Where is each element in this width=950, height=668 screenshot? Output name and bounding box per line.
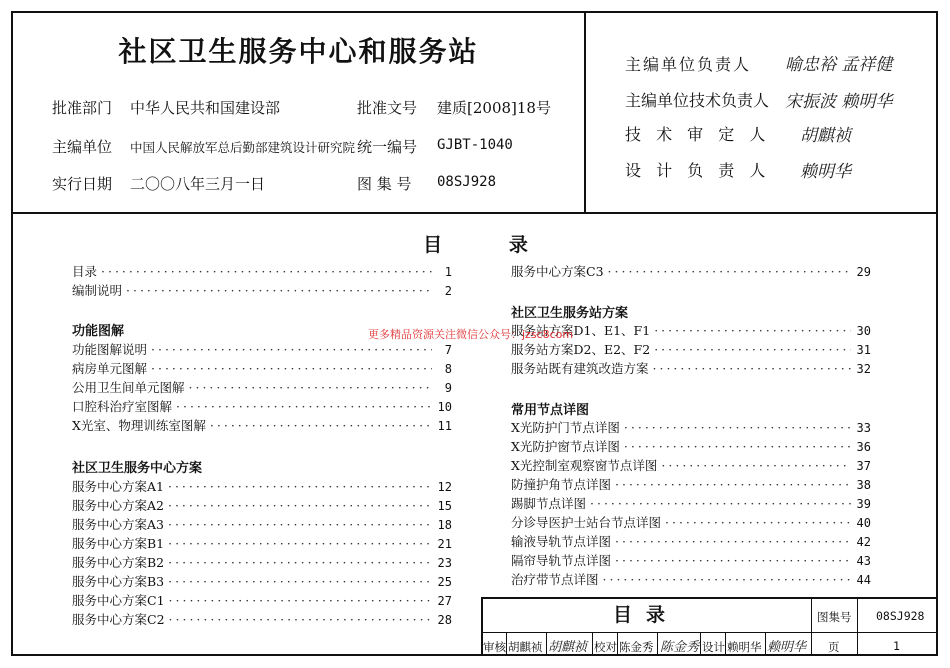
- atlas-number: 08SJ928: [437, 174, 497, 190]
- section-heading: 社区卫生服务中心方案: [72, 461, 203, 476]
- section-heading: 社区卫生服务站方案: [511, 306, 629, 321]
- cell-divider: [657, 632, 658, 656]
- review-signature: 胡麒祯: [548, 640, 588, 655]
- toc-entry-page: 32: [856, 362, 871, 376]
- cell-divider: [765, 632, 766, 656]
- toc-entry[interactable]: [72, 515, 452, 534]
- toc-entry-page: 33: [856, 421, 871, 435]
- toc-entry-page: 31: [856, 343, 871, 357]
- toc-entry[interactable]: [72, 262, 452, 281]
- toc-entry-page: 39: [856, 497, 871, 511]
- design-name: 赖明华: [727, 640, 762, 654]
- toc-entry-label: X光控制室观察窗节点详图: [511, 458, 658, 473]
- toc-entry-label: 服务中心方案B1: [72, 536, 165, 551]
- toc-entry-label: X光防护窗节点详图: [511, 439, 620, 454]
- toc-entry-page: 11: [437, 419, 452, 433]
- toc-entry[interactable]: [72, 572, 452, 591]
- toc-entry-label: 服务站方案D1、E1、F1: [511, 323, 651, 338]
- toc-entry[interactable]: [511, 494, 871, 513]
- cell-divider: [592, 632, 593, 656]
- toc-entry-page: 21: [437, 537, 452, 551]
- toc-heading: [13, 230, 938, 257]
- sig-label-design-lead: 设 计 负 责 人: [625, 161, 771, 180]
- toc-entry-page: 23: [437, 556, 452, 570]
- check-name: 陈金秀: [619, 640, 654, 654]
- toc-entry-label: 踢脚节点详图: [511, 496, 587, 511]
- toc-entry[interactable]: [511, 551, 871, 570]
- editor-unit: 中国人民解放军总后勤部建筑设计研究院: [130, 140, 356, 155]
- editor-label: 主编单位: [52, 138, 113, 156]
- toc-entry-page: 28: [437, 613, 452, 627]
- toc-entry[interactable]: [511, 359, 871, 378]
- atlas-label: 图 集 号: [357, 175, 412, 193]
- toc-entry[interactable]: [72, 553, 452, 572]
- title-block-atlas-label: 图集号: [817, 610, 852, 624]
- toc-entry-page: 15: [437, 499, 452, 513]
- toc-section2-list: [72, 477, 452, 629]
- toc-entry-page: 37: [856, 459, 871, 473]
- toc-entry-label: 口腔科治疗室图解: [72, 399, 173, 414]
- section-heading: 常用节点详图: [511, 403, 590, 418]
- page-title: 社区卫生服务中心和服务站: [118, 35, 479, 68]
- toc-entry[interactable]: [72, 378, 452, 397]
- toc-entry-page: 18: [437, 518, 452, 532]
- toc-entry-label: 病房单元图解: [72, 361, 148, 376]
- toc-entry[interactable]: [511, 570, 871, 589]
- toc-entry[interactable]: [72, 397, 452, 416]
- sig-label-tech-lead: 主编单位技术负责人: [625, 91, 770, 110]
- toc-entry-label: 输液导轨节点详图: [511, 534, 612, 549]
- toc-entry-label: 公用卫生间单元图解: [72, 380, 185, 395]
- toc-entry-page: 12: [437, 480, 452, 494]
- approval-no: 建质[2008]18号: [437, 99, 551, 117]
- toc-entry-label: X光室、物理训练室图解: [72, 418, 206, 433]
- toc-heading-left: 目: [423, 234, 443, 256]
- toc-entry[interactable]: [72, 610, 452, 629]
- toc-entry-label: 服务中心方案C1: [72, 593, 165, 608]
- toc-left-top: [72, 262, 452, 300]
- sig-tech-lead: 宋振波 赖明华: [785, 92, 893, 112]
- section-heading: 功能图解: [72, 324, 125, 339]
- toc-entry[interactable]: [72, 496, 452, 515]
- toc-section4-list: [511, 418, 871, 589]
- toc-entry[interactable]: [72, 340, 452, 359]
- sig-design-lead: 赖明华: [800, 162, 851, 182]
- toc-entry[interactable]: [511, 340, 871, 359]
- date-label: 实行日期: [52, 175, 113, 193]
- toc-entry-label: 分诊导医护士站台节点详图: [511, 515, 662, 530]
- toc-entry-label: 服务中心方案A2: [72, 498, 164, 513]
- header-divider: [11, 212, 938, 214]
- toc-entry-label: 治疗带节点详图: [511, 572, 599, 587]
- toc-entry[interactable]: [72, 591, 452, 610]
- sig-chief-editor: 喻忠裕 孟祥健: [785, 55, 893, 75]
- toc-entry-page: 9: [444, 381, 452, 395]
- toc-entry[interactable]: [511, 456, 871, 475]
- sig-label-chief-editor: 主编单位负责人: [625, 55, 752, 74]
- toc-entry-label: 服务中心方案C2: [72, 612, 165, 627]
- check-label: 校对: [594, 640, 617, 654]
- toc-entry-page: 2: [444, 284, 452, 298]
- toc-entry-page: 1: [444, 265, 452, 279]
- sig-tech-review: 胡麒祯: [800, 126, 851, 146]
- toc-entry-label: 目录: [72, 264, 98, 279]
- toc-entry[interactable]: [511, 475, 871, 494]
- toc-right-top: [511, 262, 871, 281]
- toc-entry-label: 服务中心方案B2: [72, 555, 165, 570]
- page-number: 1: [893, 639, 900, 653]
- toc-entry-page: 10: [437, 400, 452, 414]
- title-block-col-divider: [857, 597, 858, 656]
- check-signature: 陈金秀: [660, 640, 700, 655]
- toc-entry-label: 隔帘导轨节点详图: [511, 553, 612, 568]
- watermark-text: 更多精品资源关注微信公众号：jzsc8com: [368, 328, 574, 341]
- toc-entry-label: 服务中心方案C3: [511, 264, 604, 279]
- unified-code: GJBT-1040: [437, 137, 513, 153]
- toc-section1-list: [72, 340, 452, 435]
- toc-entry-label: 服务站既有建筑改造方案: [511, 361, 649, 376]
- toc-entry-label: 服务站方案D2、E2、F2: [511, 342, 651, 357]
- title-block-title: 目录: [612, 604, 679, 626]
- toc-entry[interactable]: [72, 477, 452, 496]
- toc-entry[interactable]: [72, 534, 452, 553]
- toc-entry[interactable]: [72, 416, 452, 435]
- toc-entry-label: 防撞护角节点详图: [511, 477, 612, 492]
- toc-entry-page: 27: [437, 594, 452, 608]
- design-signature: 赖明华: [767, 640, 807, 655]
- toc-entry-page: 42: [856, 535, 871, 549]
- toc-entry[interactable]: [72, 281, 452, 300]
- toc-entry-label: 服务中心方案B3: [72, 574, 165, 589]
- toc-entry[interactable]: [72, 359, 452, 378]
- toc-entry-label: 功能图解说明: [72, 342, 148, 357]
- toc-entry-page: 25: [437, 575, 452, 589]
- toc-entry-label: 编制说明: [72, 283, 123, 298]
- effective-date: 二〇〇八年三月一日: [130, 175, 266, 193]
- cell-divider: [617, 632, 618, 656]
- cell-divider: [506, 632, 507, 656]
- cell-divider: [700, 632, 701, 656]
- review-name: 胡麒祯: [508, 640, 543, 654]
- toc-heading-right: 录: [508, 234, 528, 256]
- toc-entry-page: 29: [856, 265, 871, 279]
- approval-no-label: 批准文号: [357, 99, 418, 117]
- toc-entry[interactable]: [511, 418, 871, 437]
- toc-entry[interactable]: [511, 532, 871, 551]
- cell-divider: [546, 632, 547, 656]
- title-block-row-divider: [481, 632, 938, 633]
- cell-divider: [725, 632, 726, 656]
- design-label: 设计: [702, 640, 725, 654]
- toc-entry-label: X光防护门节点详图: [511, 420, 620, 435]
- toc-entry-page: 8: [444, 362, 452, 376]
- toc-entry[interactable]: [511, 437, 871, 456]
- approval-dept-label: 批准部门: [52, 99, 113, 117]
- toc-entry-page: 7: [444, 343, 452, 357]
- toc-entry-page: 40: [856, 516, 871, 530]
- toc-entry-page: 36: [856, 440, 871, 454]
- header-vertical-divider: [584, 11, 586, 212]
- toc-entry-page: 44: [856, 573, 871, 587]
- code-label: 统一编号: [357, 138, 418, 156]
- title-block-atlas-number: 08SJ928: [876, 609, 925, 623]
- toc-entry[interactable]: [511, 513, 871, 532]
- toc-entry-page: 38: [856, 478, 871, 492]
- toc-entry-page: 30: [856, 324, 871, 338]
- sig-label-tech-review: 技 术 审 定 人: [625, 125, 771, 144]
- toc-entry[interactable]: [511, 262, 871, 281]
- review-label: 审核: [483, 640, 506, 654]
- toc-entry-label: 服务中心方案A3: [72, 517, 164, 532]
- page-label: 页: [828, 640, 840, 654]
- toc-entry-page: 43: [856, 554, 871, 568]
- approval-dept: 中华人民共和国建设部: [130, 99, 281, 117]
- toc-entry-label: 服务中心方案A1: [72, 479, 164, 494]
- title-block-col-divider: [811, 597, 812, 656]
